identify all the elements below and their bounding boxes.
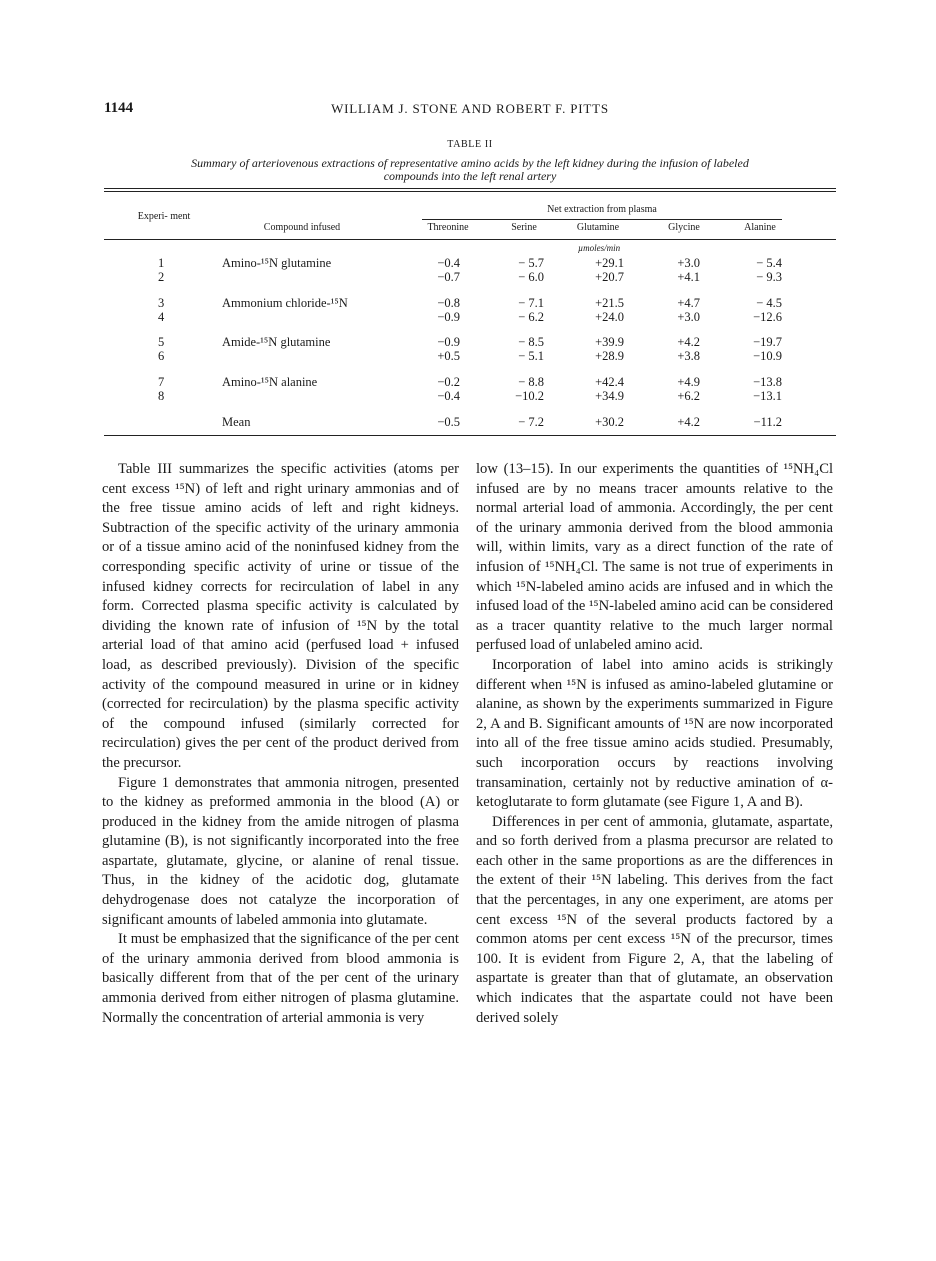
table-cell-threonine: −0.8 — [437, 296, 460, 310]
header-serine: Serine — [511, 222, 537, 233]
table-mean-alanine: −11.2 — [753, 415, 782, 429]
table-cell-glycine: +4.9 — [677, 375, 700, 389]
table-cell-exp: 8 — [158, 389, 165, 403]
table-cell-glycine: +3.0 — [677, 256, 700, 270]
body-paragraph: Differences in per cent of ammonia, glutamate, aspartate, and so forth derived from a plasma precursor are related to each other in the same proportions as are the differences in the extent of their ¹⁵N labeling. This derives from the fact that the percentages, in any one experiment, are atoms per cent excess ¹⁵N of the several products factored by a common atoms per cent excess ¹⁵N of the precursor, times 100. It is evident from Figure 2, A, that the labeling of aspartate is greater than that of glutamate, an observation which indicates that the aspartate could not have been derived solely — [476, 813, 833, 1026]
table-cell-threonine: −0.7 — [437, 270, 460, 284]
table-label: TABLE II — [447, 139, 493, 150]
units-label: µmoles/min — [578, 243, 621, 253]
table-cell-compound: Amino-¹⁵N glutamine — [222, 256, 332, 270]
table-cell-alanine: −13.8 — [753, 375, 782, 389]
table-cell-threonine: −0.2 — [437, 375, 460, 389]
table-top-rule-2 — [104, 191, 836, 192]
table-cell-exp: 2 — [158, 270, 165, 284]
table-mean-glycine: +4.2 — [677, 415, 700, 429]
table-cell-glutamine: +29.1 — [595, 256, 624, 270]
table-cell-serine: − 6.0 — [518, 270, 544, 284]
table-bottom-rule — [104, 435, 836, 436]
body-paragraph: Figure 1 demonstrates that ammonia nitrogen, presented to the kidney as preformed ammonia in the blood (A) or produced in the kidney from the amide nitrogen of plasma glutamine (B), is not significantly incorporated into the free aspartate, glutamate, glycine, or alanine of renal tissue. Thus, in the kidney of the acidotic dog, glutamate dehydrogenase does not catalyze the incorporation of significant amounts of labeled ammonia into glutamate. — [102, 774, 459, 928]
body-paragraph: Incorporation of label into amino acids is strikingly different when ¹⁵N is infused as amino-labeled glutamine or alanine, as shown by the experiments summarized in Figure 2, A and B. Significant amounts of ¹⁵N are now incorporated into all of the free tissue amino acids studied. Presumably, such incorporation occurs by reactions involving transamination, certainly not by reductive amination of α-ketoglutarate to form glutamate (see Figure 1, A and B). — [476, 656, 833, 811]
table-cell-alanine: − 9.3 — [756, 270, 782, 284]
body-paragraph: low (13–15). In our experiments the quantities of ¹⁵NH₄Cl infused are by no means tracer amounts relative to the normal arterial load of ammonia. Accordingly, the per cent of the urinary ammonia derived from the blood ammonia will, within limits, vary as a direct function of the rate of infusion of ¹⁵NH₄Cl. The same is not true of experiments in which ¹⁵N-labeled amino acids are infused and in which the infused load of the ¹⁵N-labeled amino acid can be considered as a tracer quantity relative to the much larger normal perfused load of unlabeled amino acid. — [476, 461, 833, 654]
page-header — [104, 100, 836, 122]
table-cell-glycine: +4.1 — [677, 270, 700, 284]
table-cell-glutamine: +28.9 — [595, 349, 624, 363]
body-paragraph: It must be emphasized that the significance of the per cent of the urinary ammonia derived from blood ammonia is basically different from that of the per cent of the urinary ammonia derived from either nitrogen of plasma glutamine. Normally the concentration of arterial ammonia is very — [102, 931, 459, 1026]
body-paragraph: Table III summarizes the specific activities (atoms per cent excess ¹⁵N) of left and right urinary ammonias and of the free tissue amino acids of left and right kidneys. Subtraction of the specific activity of the urinary ammonia or of a tissue amino acid of the noninfused kidney from the corresponding specific activity of urine or tissue of the infused kidney corrects for recirculation of label in any form. Corrected plasma specific activity is calculated by dividing the known rate of infusion of ¹⁵N by the total arterial load of that amino acid (perfused load + infused load, as described previously). Division of the specific activity of the compound measured in urine or in kidney (corrected for recirculation) by the plasma specific activity of the compound infused (similarly corrected for recirculation) gives the per cent of the product derived from the precursor. — [102, 461, 459, 771]
table-cell-threonine: −0.4 — [437, 389, 460, 403]
table-cell-serine: − 8.5 — [518, 335, 544, 349]
table-cell-glycine: +4.2 — [677, 335, 700, 349]
table-cell-exp: 1 — [158, 256, 165, 270]
header-glutamine: Glutamine — [576, 222, 620, 233]
table-mean-serine: − 7.2 — [518, 415, 544, 429]
table-cell-glutamine: +20.7 — [595, 270, 624, 284]
right-column — [476, 460, 833, 1028]
header-alanine: Alanine — [744, 222, 776, 233]
table-cell-serine: − 5.7 — [518, 256, 544, 270]
table-cell-threonine: −0.4 — [437, 256, 460, 270]
table-cell-glutamine: +21.5 — [595, 296, 624, 310]
table-cell-glutamine: +34.9 — [595, 389, 624, 403]
header-bottom-rule — [104, 239, 836, 240]
group-header-rule — [422, 219, 782, 220]
table-cell-serine: − 7.1 — [518, 296, 544, 310]
table-cell-exp: 6 — [158, 349, 165, 363]
table-mean-label: Mean — [222, 415, 251, 429]
table-cell-serine: − 8.8 — [518, 375, 544, 389]
table-caption: Summary of arteriovenous extractions of representative amino acids by the left kidney during the infusion of labeled compounds into the left renal artery — [191, 156, 749, 183]
table-cell-exp: 4 — [158, 310, 165, 324]
table-cell-serine: − 6.2 — [518, 310, 544, 324]
table-cell-threonine: +0.5 — [437, 349, 460, 363]
table-cell-threonine: −0.9 — [437, 335, 460, 349]
table-cell-glutamine: +24.0 — [595, 310, 624, 324]
page-number: 1144 — [104, 100, 134, 116]
header-net-extraction: Net extraction from plasma — [547, 204, 657, 215]
table-cell-glycine: +4.7 — [677, 296, 700, 310]
table-cell-glycine: +3.0 — [677, 310, 700, 324]
table-cell-alanine: −19.7 — [753, 335, 782, 349]
table-mean-glutamine: +30.2 — [595, 415, 624, 429]
left-column — [102, 460, 459, 1028]
table-cell-alanine: − 4.5 — [756, 296, 782, 310]
table-cell-compound: Amino-¹⁵N alanine — [222, 375, 318, 389]
header-compound: Compound infused — [263, 222, 341, 233]
table-cell-exp: 7 — [158, 375, 165, 389]
table-cell-alanine: −13.1 — [753, 389, 782, 403]
table-cell-glutamine: +39.9 — [595, 335, 624, 349]
header-threonine: Threonine — [427, 222, 469, 233]
table-cell-alanine: − 5.4 — [756, 256, 782, 270]
running-title: WILLIAM J. STONE AND ROBERT F. PITTS — [331, 101, 609, 116]
table-mean-threonine: −0.5 — [437, 415, 460, 429]
header-glycine: Glycine — [668, 222, 700, 233]
table-cell-serine: −10.2 — [515, 389, 544, 403]
table-cell-exp: 5 — [158, 335, 165, 349]
table-cell-threonine: −0.9 — [437, 310, 460, 324]
table-cell-serine: − 5.1 — [518, 349, 544, 363]
table-cell-exp: 3 — [158, 296, 165, 310]
table-top-rule — [104, 188, 836, 189]
table-cell-compound: Amide-¹⁵N glutamine — [222, 335, 331, 349]
table-cell-compound: Ammonium chloride-¹⁵N — [222, 296, 348, 310]
table-cell-glycine: +6.2 — [677, 389, 700, 403]
table-cell-alanine: −12.6 — [753, 310, 782, 324]
header-experiment: Experi- ment — [137, 211, 191, 222]
table-cell-glycine: +3.8 — [677, 349, 700, 363]
table-cell-alanine: −10.9 — [753, 349, 782, 363]
table-cell-glutamine: +42.4 — [595, 375, 624, 389]
